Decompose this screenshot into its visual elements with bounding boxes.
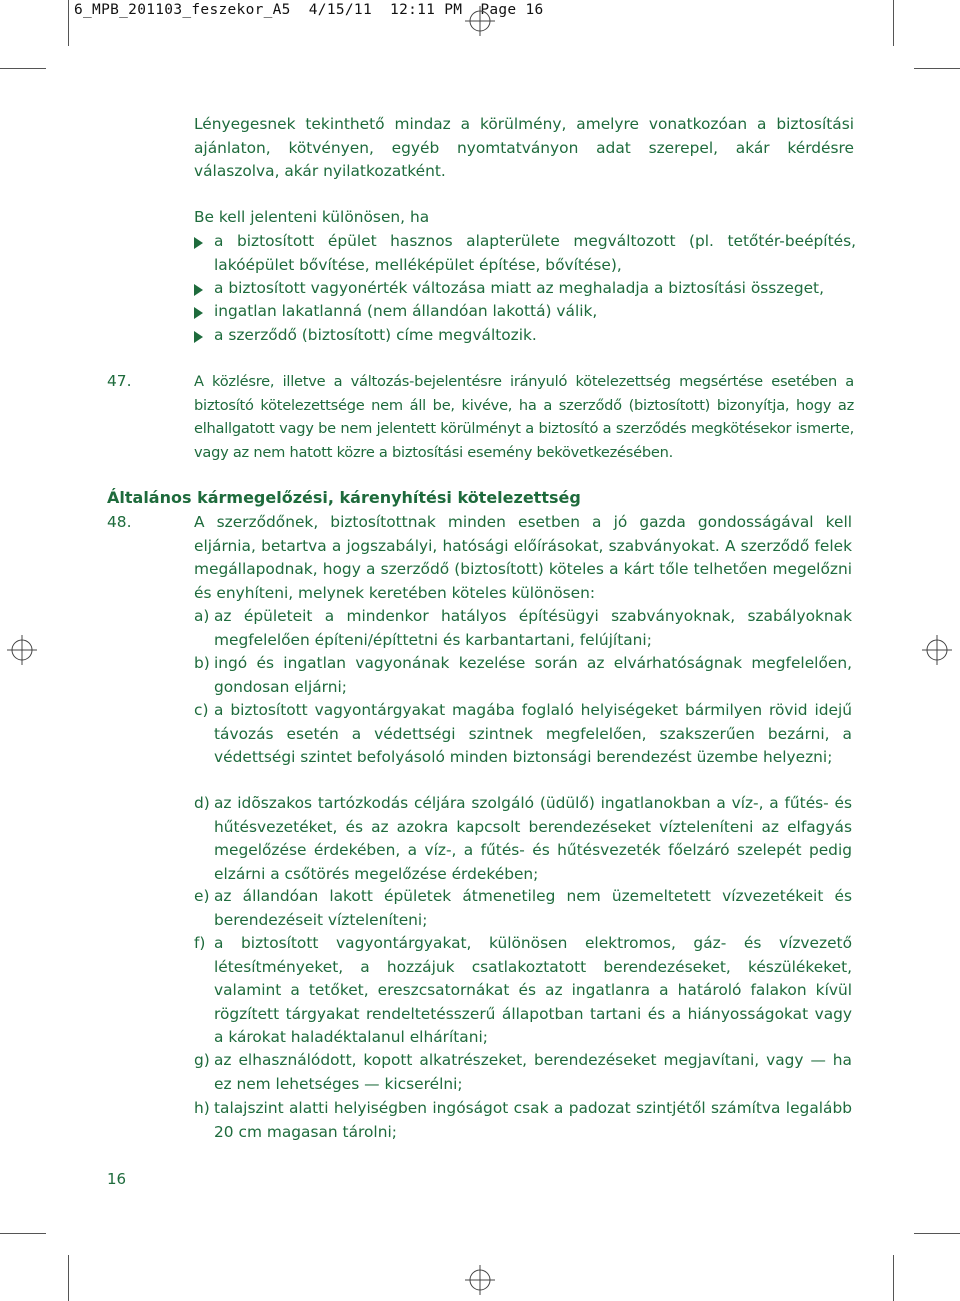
list-item-label: b) (194, 654, 210, 672)
page-number: 16 (107, 1170, 127, 1188)
registration-mark-right (922, 635, 952, 665)
registration-mark-left (7, 635, 37, 665)
list-item-text: a biztosított vagyontárgyakat magába foglaló helyiségeket bármilyen rövid idejű távozás esetén a védettségi szintnek megfelelően, szakszerűen bezárni, a védettségi szintet befolyásoló minden biztonsági berendezést üzembe helyezni; (214, 701, 852, 766)
list-item-label: f) (194, 934, 206, 952)
section-number: 48. (107, 513, 132, 531)
list-item (194, 699, 852, 770)
list-item-text: az elhasználódott, kopott alkatrészeket, berendezéseket megjavítani, vagy — ha ez nem lehetséges — kicserélni; (214, 1051, 852, 1093)
list-item (194, 885, 852, 932)
bullet-item: ingatlan lakatlanná (nem állandóan lakottá) válik, (194, 300, 856, 324)
list-item-label: h) (194, 1099, 210, 1117)
bullet-item: a biztosított épület hasznos alapterülete megváltozott (pl. tetőtér-beépítés, lakóépület bővítése, melléképület építése, bővítése), (194, 230, 856, 277)
section-48-intro: A szerződőnek, biztosítottnak minden esetben a jó gazda gondosságával kell eljárnia, betartva a jogszabályi, hatósági előírásokat, szabványokat. A szerződő felek megállapodnak, hogy a szerződő (biztosított) köteles a kárt tőle telhetően megelőzni és enyhíteni, melynek keretében köteles különösen: (194, 513, 852, 602)
triangle-bullet-icon (194, 331, 203, 343)
list-item (194, 605, 852, 652)
section-number: 47. (107, 372, 132, 390)
list-item (194, 652, 852, 699)
list-item-label: a) (194, 607, 210, 625)
list-item-label: e) (194, 887, 210, 905)
triangle-bullet-icon (194, 307, 203, 319)
list-item-text: a biztosított vagyontárgyakat, különösen elektromos, gáz- és vízvezető létesítményeket, a hozzájuk csatlakoztatott berendezéseket, készülékeket, valamint a tetőket, ereszcsatornákat és az ingatlanra a határoló falakon kívül rögzített tárgyakat rendeltetésszerű állapotban tartani és a hiányosságokat vagy a károkat haladéktalanul elhárítani; (214, 934, 852, 1046)
registration-mark-top (465, 6, 495, 36)
list-item-label: g) (194, 1051, 210, 1069)
intro-lead: Be kell jelenteni különösen, ha (194, 208, 430, 226)
registration-mark-bottom (465, 1265, 495, 1295)
list-item-text: az idõszakos tartózkodás céljára szolgáló (üdülő) ingatlanokban a víz-, a fűtés- és hűtésvezetéket, és az azokra kapcsolt berendezéseket vízteleníteni az elfagyás megelőzése érdekében, a víz-, a fűtés- és hűtésvezeték főelzáró szelepét pedig elzárni a csőtörés megelőzése érdekében; (214, 794, 852, 883)
list-item-label: d) (194, 794, 210, 812)
section-heading: Általános kármegelőzési, kárenyhítési kötelezettség (107, 488, 581, 507)
bullet-item: a szerződő (biztosított) címe megváltozik. (194, 324, 856, 348)
list-item-text: az állandóan lakott épületek átmenetileg nem üzemeltetett vízvezetékeit és berendezéseit vízteleníteni; (214, 887, 852, 929)
list-item-text: az épületeit a mindenkor hatályos építésügyi szabványoknak, szabályoknak megfelelően építeni/építtetni és karbantartani, felújítani; (214, 607, 852, 649)
list-item-text: ingó és ingatlan vagyonának kezelése során az elvárhatóságnak megfelelően, gondosan eljárni; (214, 654, 852, 696)
bullet-item: a biztosított vagyonérték változása miatt az meghaladja a biztosítási összeget, (194, 277, 856, 301)
list-item (194, 792, 852, 886)
section-47-text: A közlésre, illetve a változás-bejelentésre irányuló kötelezettség megsértése esetében a biztosító kötelezettsége nem áll be, kivéve, ha a szerződő (biztosított) bizonyítja, hogy az elhallgatott vagy be nem jelentett körülményt a biztosító a szerződés megkötésekor ismerte, vagy az nem hatott közre a biztosítási esemény bekövetkezésében. (194, 373, 854, 461)
intro-paragraph: Lényegesnek tekinthető mindaz a körülmény, amelyre vonatkozóan a biztosítási ajánlaton, kötvényen, egyéb nyomtatványon adat szerepel, akár kérdésre válaszolva, akár nyilatkozatként. (194, 115, 854, 180)
triangle-bullet-icon (194, 284, 203, 296)
print-slug: 6_MPB_201103_feszekor_A5 4/15/11 12:11 PM Page 16 (74, 2, 544, 18)
list-item-label: c) (194, 701, 209, 719)
list-item-text: talajszint alatti helyiségben ingóságot csak a padozat szintjétől számítva legalább 20 cm magasan tárolni; (214, 1099, 852, 1141)
list-item (194, 1097, 852, 1144)
list-item (194, 932, 852, 1050)
list-item (194, 1049, 852, 1096)
triangle-bullet-icon (194, 237, 203, 249)
